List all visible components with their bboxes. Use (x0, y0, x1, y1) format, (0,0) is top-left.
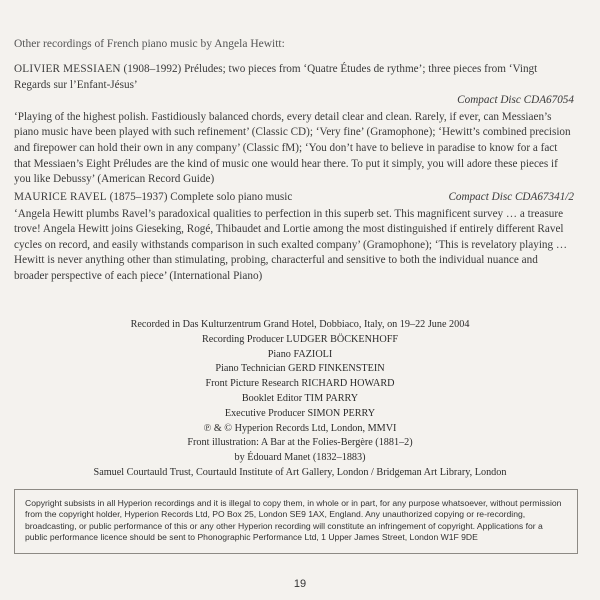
entry-title (14, 62, 574, 93)
credit-line: Piano Technician GERD FINKENSTEIN (215, 363, 385, 375)
composer-dates: (1908–1992) (123, 63, 182, 75)
copyright-notice: Copyright subsists in all Hyperion recordings and it is illegal to copy them, in whole or in part, for any purpose whatsoever, without permission from the copyright holder, Hyperion Records Ltd, PO Box 25, London SE9 1AX, England. Any unauthorized copying or re-recording, broadcasting, or public performance of this or any other Hyperion recording will constitute an infringement of copyright. Applications for a public performance licence should be sent to Phonographic Performance Ltd, 1 Upper James Street, London W1F 9DE (14, 489, 578, 554)
credit-line: by Édouard Manet (1832–1883) (234, 452, 366, 464)
disc-line (14, 93, 574, 109)
disc-number: Compact Disc CDA67054 (457, 94, 574, 107)
review-text: ‘Angela Hewitt plumbs Ravel’s paradoxical qualities to perfection in this superb set. This magnificent survey … a treasure trove! Angela Hewitt joins Gieseking, Rogé, Thibaudet and Lortie among the most distinguished if entirely different Ravel cycles on record, and easily withstands comparison in such exalted company’ (Gramophone); ‘This is revelatory playing … Hewitt is never anything other than stimulating, probing, characterful and sensitive to both the individual nuance and broader perspective of each piece’ (International Piano) (14, 207, 568, 282)
credit-line: Front Picture Research RICHARD HOWARD (205, 378, 395, 390)
work-description: Complete solo piano music (170, 191, 293, 203)
composer-name: OLIVIER MESSIAEN (14, 63, 121, 75)
recording-credits (60, 318, 540, 481)
credit-line: Recorded in Das Kulturzentrum Grand Hotel, Dobbiaco, Italy, on 19–22 June 2004 (130, 319, 470, 330)
credit-line: Samuel Courtauld Trust, Courtauld Institute of Art Gallery, London / Bridgeman Art Library, London (93, 466, 507, 478)
credit-line: ℗ & © Hyperion Records Ltd, London, MMVI (203, 422, 397, 434)
review-text: ‘Playing of the highest polish. Fastidiously balanced chords, every detail clear and clean. Rarely, if ever, can Messiaen’s piano music have been played with such refinement’ (Classic CD); ‘Very fine’ (Gramophone); ‘Hewitt’s combined precision and firepower can hold their own in any company’ (Classic fM); ‘You don’t have to believe in paradise to know for a fact that Messiaen’s Eight Préludes are the kind of music one would hear there. To put it simply, you will adore these pieces if you like Debussy’ (American Record Guide) (14, 110, 571, 186)
entry-header (14, 62, 574, 93)
disc-number: Compact Disc CDA67341/2 (448, 191, 574, 203)
page-number: 19 (293, 578, 307, 590)
credit-line: Front illustration: A Bar at the Folies-Bergère (1881–2) (187, 437, 413, 449)
intro-line: Other recordings of French piano music by Angela Hewitt: (14, 38, 285, 50)
entry-title (14, 190, 292, 206)
messiaen-entry (14, 62, 574, 188)
composer-name: MAURICE RAVEL (14, 191, 107, 203)
credit-line: Recording Producer LUDGER BÖCKENHOFF (201, 333, 399, 345)
credit-line: Executive Producer SIMON PERRY (224, 407, 376, 419)
composer-dates: (1875–1937) (109, 191, 168, 203)
entry-header (14, 190, 574, 206)
work-description: Préludes; two pieces from ‘Quatre Études de rythme’; three pieces from ‘Vingt Regards sur l’Enfant-Jésus’ (14, 63, 538, 91)
ravel-entry (14, 190, 574, 285)
credit-line: Booklet Editor TIM PARRY (241, 392, 359, 404)
credit-line: Piano FAZIOLI (267, 348, 333, 360)
